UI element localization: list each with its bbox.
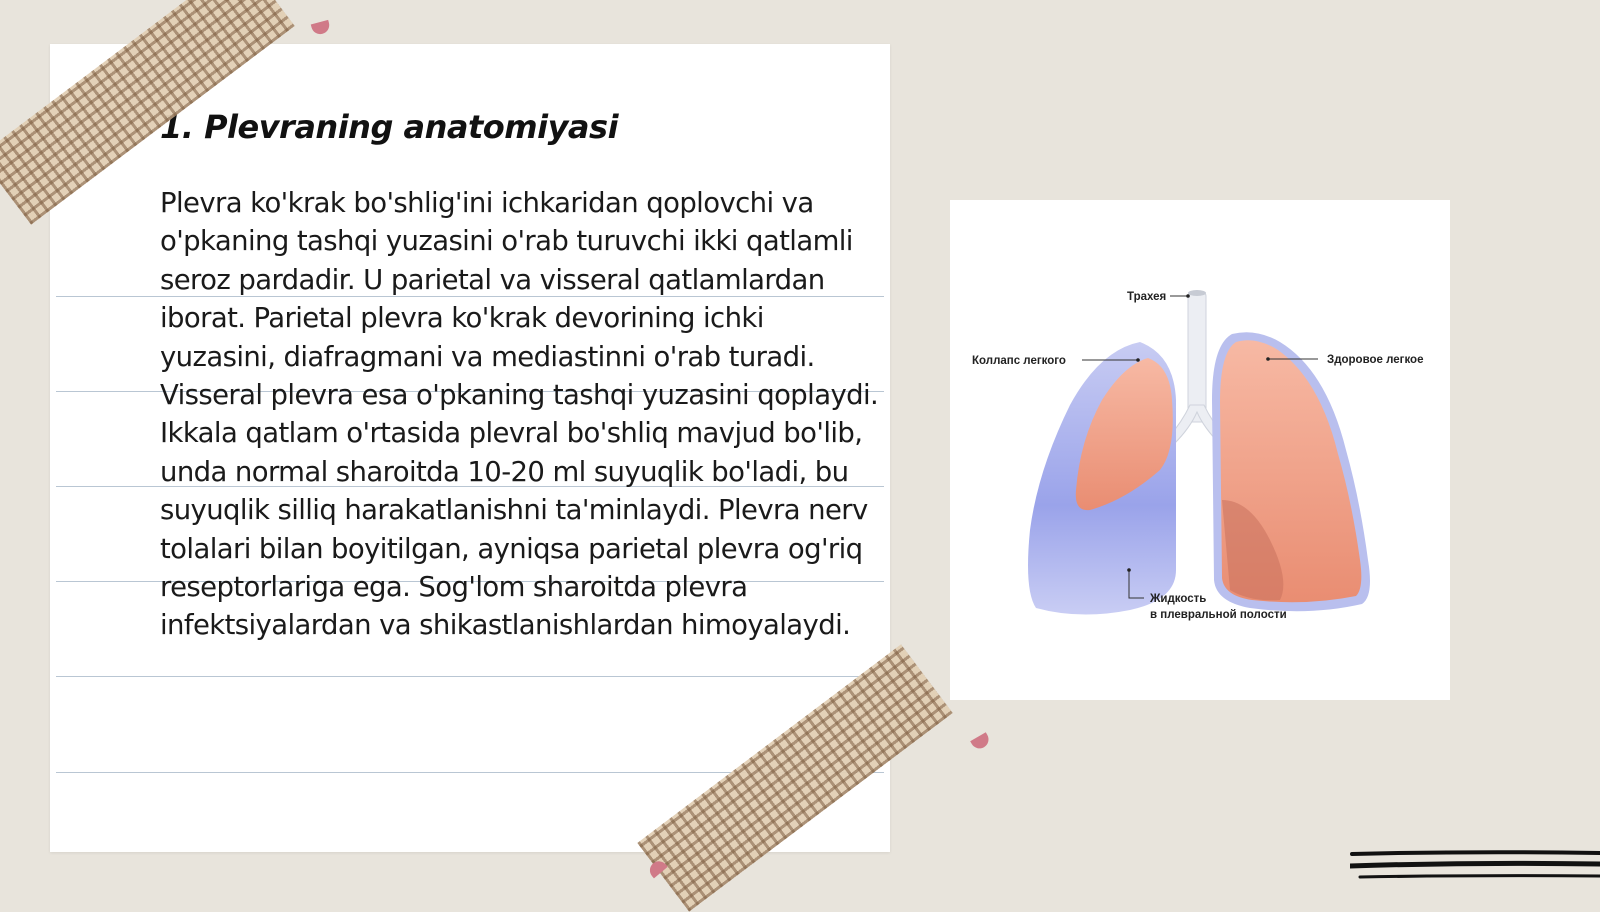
ruled-line <box>56 676 884 677</box>
healthy-lung-label: Здоровое легкое <box>1327 354 1424 366</box>
trachea-top <box>1188 290 1206 296</box>
slide-body-text: Plevra ko'krak bo'shlig'ini ichkaridan qoplovchi va o'pkaning tashqi yuzasini o'rab turuvchi ikki qatlamli seroz pardadir. U parietal va visseral qatlamlardan iborat. Parietal plevra ko'krak devorining ichki yuzasini, diafragmani va mediastinni o'rab turadi. Visseral plevra esa o'pkaning tashqi yuzasini qoplaydi. Ikkala qatlam o'rtasida plevral bo'shliq mavjud bo'lib, unda normal sharoitda 10-20 ml suyuqlik bo'ladi, bu suyuqlik silliq harakatlanishni ta'minlaydi. Plevra nerv tolalari bilan boyitilgan, ayniqsa parietal plevra og'riq reseptorlariga ega. Sog'lom sharoitda plevra infektsiyalardan va shikastlanishlardan himoyalaydi. <box>160 187 879 642</box>
brush-stroke <box>1360 876 1600 877</box>
marker-dot <box>1136 358 1140 362</box>
marker-dot <box>1127 568 1131 572</box>
marker-dot <box>1186 294 1190 298</box>
tape-pin-icon <box>970 732 992 751</box>
trachea-shape <box>1188 292 1206 422</box>
notebook-paper <box>50 44 890 852</box>
lung-illustration <box>950 200 1450 700</box>
decorative-brush-lines <box>1350 850 1600 890</box>
fluid-label-line-2: в плевральной полости <box>1150 609 1287 621</box>
marker-dot <box>1266 357 1270 361</box>
slide-title: 1. Plevraning anatomiyasi <box>160 108 619 146</box>
collapsed-lung-label: Коллапс легкого <box>972 355 1066 367</box>
fluid-label-line-1: Жидкость <box>1150 593 1207 605</box>
lungs-diagram <box>950 200 1450 700</box>
trachea-label: Трахея <box>1127 291 1167 303</box>
brush-stroke <box>1350 863 1600 866</box>
tape-pin-icon <box>311 20 331 36</box>
brush-stroke <box>1352 852 1600 854</box>
